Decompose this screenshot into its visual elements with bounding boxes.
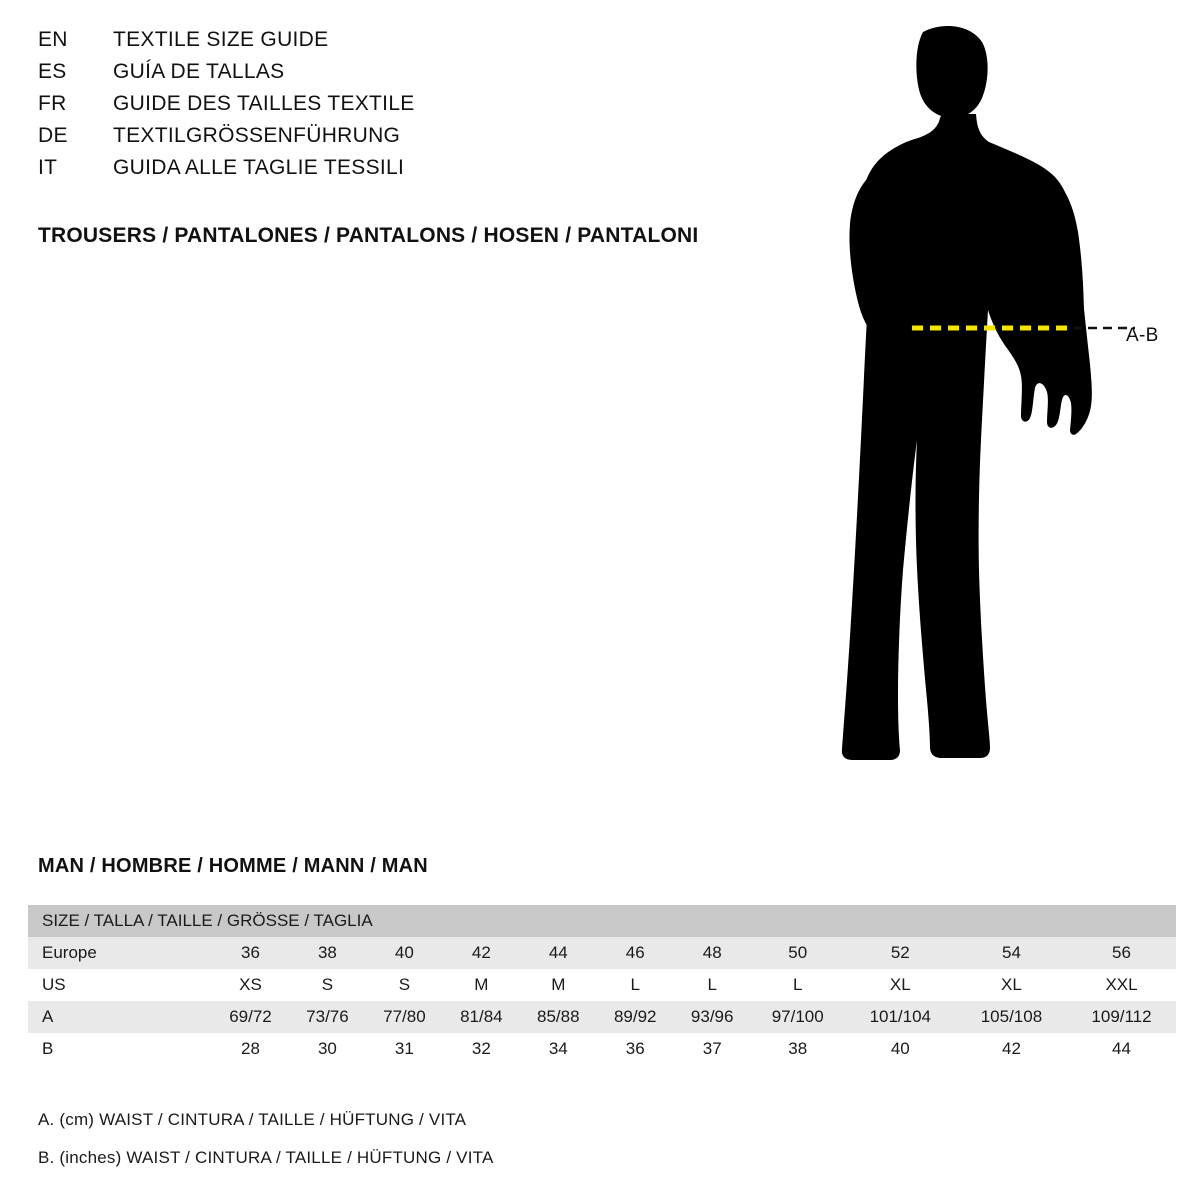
- language-row: [38, 60, 798, 92]
- language-code: FR: [38, 92, 67, 115]
- size-table: [28, 905, 1176, 1065]
- table-row: [28, 969, 1176, 1001]
- cell: 38: [751, 1033, 845, 1065]
- footnote-a: A. (cm) WAIST / CINTURA / TAILLE / HÜFTUNG / VITA: [38, 1110, 467, 1129]
- cell: 36: [597, 1033, 674, 1065]
- cell: 38: [289, 937, 366, 969]
- footnote-b: B. (inches) WAIST / CINTURA / TAILLE / HÜFTUNG / VITA: [38, 1148, 494, 1167]
- ab-measure-label: A-B: [1126, 325, 1159, 346]
- cell: 69/72: [212, 1001, 289, 1033]
- garment-type-subtitle: TROUSERS / PANTALONES / PANTALONS / HOSEN / PANTALONI: [38, 224, 699, 247]
- cell: L: [597, 969, 674, 1001]
- cell: 36: [212, 937, 289, 969]
- cell: 44: [520, 937, 597, 969]
- table-row: [28, 937, 1176, 969]
- language-row: [38, 124, 798, 156]
- man-silhouette-figure: [790, 10, 1190, 810]
- cell: M: [443, 969, 520, 1001]
- cell: 44: [1067, 1033, 1176, 1065]
- cell: 101/104: [845, 1001, 956, 1033]
- cell: 30: [289, 1033, 366, 1065]
- row-label: Europe: [28, 937, 212, 969]
- cell: 109/112: [1067, 1001, 1176, 1033]
- table-row: [28, 1001, 1176, 1033]
- cell: 93/96: [674, 1001, 751, 1033]
- cell: 42: [956, 1033, 1067, 1065]
- language-title: GUIDA ALLE TAGLIE TESSILI: [113, 156, 405, 179]
- cell: M: [520, 969, 597, 1001]
- cell: XL: [845, 969, 956, 1001]
- cell: S: [289, 969, 366, 1001]
- cell: L: [674, 969, 751, 1001]
- cell: 56: [1067, 937, 1176, 969]
- cell: 52: [845, 937, 956, 969]
- cell: 77/80: [366, 1001, 443, 1033]
- cell: 46: [597, 937, 674, 969]
- cell: 32: [443, 1033, 520, 1065]
- cell: 85/88: [520, 1001, 597, 1033]
- language-title: GUÍA DE TALLAS: [113, 60, 285, 83]
- cell: 73/76: [289, 1001, 366, 1033]
- row-label: US: [28, 969, 212, 1001]
- cell: 31: [366, 1033, 443, 1065]
- cell: 54: [956, 937, 1067, 969]
- cell: 97/100: [751, 1001, 845, 1033]
- cell: XS: [212, 969, 289, 1001]
- cell: 50: [751, 937, 845, 969]
- cell: 28: [212, 1033, 289, 1065]
- cell: S: [366, 969, 443, 1001]
- cell: L: [751, 969, 845, 1001]
- language-title: TEXTILGRÖSSENFÜHRUNG: [113, 124, 401, 147]
- row-label: B: [28, 1033, 212, 1065]
- silhouette-svg: [790, 10, 1190, 810]
- row-label: A: [28, 1001, 212, 1033]
- table-row: [28, 1033, 1176, 1065]
- language-list: [38, 28, 798, 188]
- language-row: [38, 28, 798, 60]
- language-title: TEXTILE SIZE GUIDE: [113, 28, 329, 51]
- language-code: ES: [38, 60, 67, 83]
- table-header-row: [28, 905, 1176, 937]
- cell: XL: [956, 969, 1067, 1001]
- cell: 34: [520, 1033, 597, 1065]
- table-title: MAN / HOMBRE / HOMME / MANN / MAN: [38, 855, 428, 877]
- language-code: EN: [38, 28, 68, 51]
- cell: 37: [674, 1033, 751, 1065]
- language-row: [38, 156, 798, 188]
- language-code: IT: [38, 156, 58, 179]
- cell: XXL: [1067, 969, 1176, 1001]
- language-title: GUIDE DES TAILLES TEXTILE: [113, 92, 415, 115]
- cell: 105/108: [956, 1001, 1067, 1033]
- cell: 81/84: [443, 1001, 520, 1033]
- cell: 40: [366, 937, 443, 969]
- cell: 48: [674, 937, 751, 969]
- cell: 89/92: [597, 1001, 674, 1033]
- language-row: [38, 92, 798, 124]
- table-header-label: SIZE / TALLA / TAILLE / GRÖSSE / TAGLIA: [28, 905, 1176, 937]
- language-code: DE: [38, 124, 68, 147]
- cell: 42: [443, 937, 520, 969]
- cell: 40: [845, 1033, 956, 1065]
